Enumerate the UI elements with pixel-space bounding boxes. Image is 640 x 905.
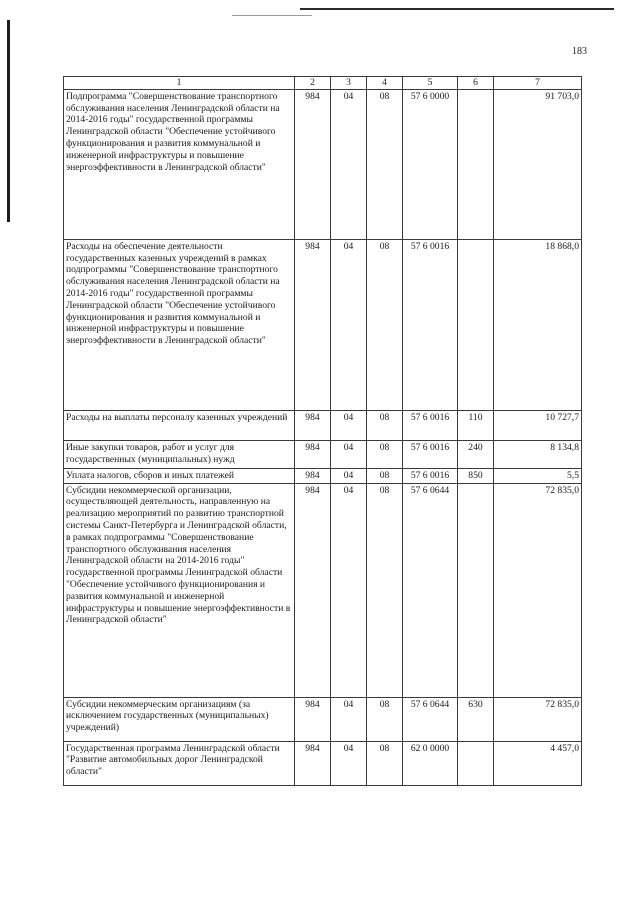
subsection-code-cell: 08	[367, 239, 403, 410]
row-name-cell: Подпрограмма "Совершенствование транспортного обслуживания населения Ленинградской области на 2014-2016 годы" государственной программы Ленинградской области "Обеспечение устойчивого функционирования и развития коммунальной и инженерной инфраструктуры и повышение энергоэффективности в Ленинградской области"	[64, 89, 295, 239]
column-header: 6	[458, 77, 494, 90]
expense-type-cell: 240	[458, 440, 494, 468]
amount-cell: 10 727,7	[494, 410, 582, 440]
table-row	[64, 483, 582, 697]
amount-cell: 8 134,8	[494, 440, 582, 468]
subsection-code-cell: 08	[367, 468, 403, 483]
ministry-code-cell: 984	[295, 468, 331, 483]
target-article-cell: 57 6 0644	[403, 483, 458, 697]
ministry-code-cell: 984	[295, 89, 331, 239]
section-code-cell: 04	[331, 410, 367, 440]
ministry-code-cell: 984	[295, 239, 331, 410]
table-header-row	[64, 77, 582, 90]
table-row	[64, 410, 582, 440]
amount-cell: 4 457,0	[494, 741, 582, 785]
section-code-cell: 04	[331, 697, 367, 741]
column-header: 5	[403, 77, 458, 90]
row-name-cell: Уплата налогов, сборов и иных платежей	[64, 468, 295, 483]
expense-type-cell	[458, 89, 494, 239]
ministry-code-cell: 984	[295, 741, 331, 785]
expense-type-cell	[458, 741, 494, 785]
column-header: 7	[494, 77, 582, 90]
amount-cell: 72 835,0	[494, 697, 582, 741]
subsection-code-cell: 08	[367, 697, 403, 741]
row-name-cell: Расходы на выплаты персоналу казенных учреждений	[64, 410, 295, 440]
expense-type-cell: 850	[458, 468, 494, 483]
row-name-cell: Субсидии некоммерческой организации, осуществляющей деятельность, направленную на реализацию мероприятий по развитию транспортной системы Санкт-Петербурга и Ленинградской области, в рамках подпрограммы "Совершенствование транспортного обслуживания населения Ленинградской области на 2014-2016 годы" государственной программы Ленинградской области "Обеспечение устойчивого функционирования и развития коммунальной и инженерной инфраструктуры и повышение энергоэффективности в Ленинградской области"	[64, 483, 295, 697]
target-article-cell: 57 6 0016	[403, 440, 458, 468]
column-header: 1	[64, 77, 295, 90]
table-row	[64, 440, 582, 468]
target-article-cell: 57 6 0000	[403, 89, 458, 239]
section-code-cell: 04	[331, 89, 367, 239]
section-code-cell: 04	[331, 741, 367, 785]
ministry-code-cell: 984	[295, 410, 331, 440]
scan-top-line	[300, 8, 614, 10]
section-code-cell: 04	[331, 440, 367, 468]
section-code-cell: 04	[331, 239, 367, 410]
column-header: 3	[331, 77, 367, 90]
subsection-code-cell: 08	[367, 483, 403, 697]
table-row	[64, 741, 582, 785]
table-row	[64, 697, 582, 741]
table-row	[64, 468, 582, 483]
target-article-cell: 57 6 0016	[403, 239, 458, 410]
subsection-code-cell: 08	[367, 741, 403, 785]
ministry-code-cell: 984	[295, 483, 331, 697]
subsection-code-cell: 08	[367, 440, 403, 468]
ministry-code-cell: 984	[295, 440, 331, 468]
row-name-cell: Иные закупки товаров, работ и услуг для государственных (муниципальных) нужд	[64, 440, 295, 468]
column-header: 4	[367, 77, 403, 90]
target-article-cell: 57 6 0016	[403, 468, 458, 483]
row-name-cell: Расходы на обеспечение деятельности государственных казенных учреждений в рамках подпрограммы "Совершенствование транспортного обслуживания населения Ленинградской области на 2014-2016 годы" государственной программы Ленинградской области "Обеспечение устойчивого функционирования и развития коммунальной и инженерной инфраструктуры и повышение энергоэффективности в Ленинградской области"	[64, 239, 295, 410]
scan-edge-mark	[7, 20, 10, 222]
amount-cell: 72 835,0	[494, 483, 582, 697]
table-row	[64, 89, 582, 239]
table-row	[64, 239, 582, 410]
amount-cell: 18 868,0	[494, 239, 582, 410]
amount-cell: 5,5	[494, 468, 582, 483]
expense-type-cell	[458, 483, 494, 697]
scan-faint-line	[232, 15, 312, 16]
section-code-cell: 04	[331, 483, 367, 697]
page-number: 183	[572, 46, 587, 57]
amount-cell: 91 703,0	[494, 89, 582, 239]
target-article-cell: 62 0 0000	[403, 741, 458, 785]
expense-type-cell: 110	[458, 410, 494, 440]
row-name-cell: Субсидии некоммерческим организациям (за исключением государственных (муниципальных) учреждений)	[64, 697, 295, 741]
budget-table	[63, 76, 582, 786]
target-article-cell: 57 6 0016	[403, 410, 458, 440]
section-code-cell: 04	[331, 468, 367, 483]
ministry-code-cell: 984	[295, 697, 331, 741]
column-header: 2	[295, 77, 331, 90]
target-article-cell: 57 6 0644	[403, 697, 458, 741]
expense-type-cell	[458, 239, 494, 410]
subsection-code-cell: 08	[367, 89, 403, 239]
expense-type-cell: 630	[458, 697, 494, 741]
row-name-cell: Государственная программа Ленинградской области "Развитие автомобильных дорог Ленинградской области"	[64, 741, 295, 785]
subsection-code-cell: 08	[367, 410, 403, 440]
